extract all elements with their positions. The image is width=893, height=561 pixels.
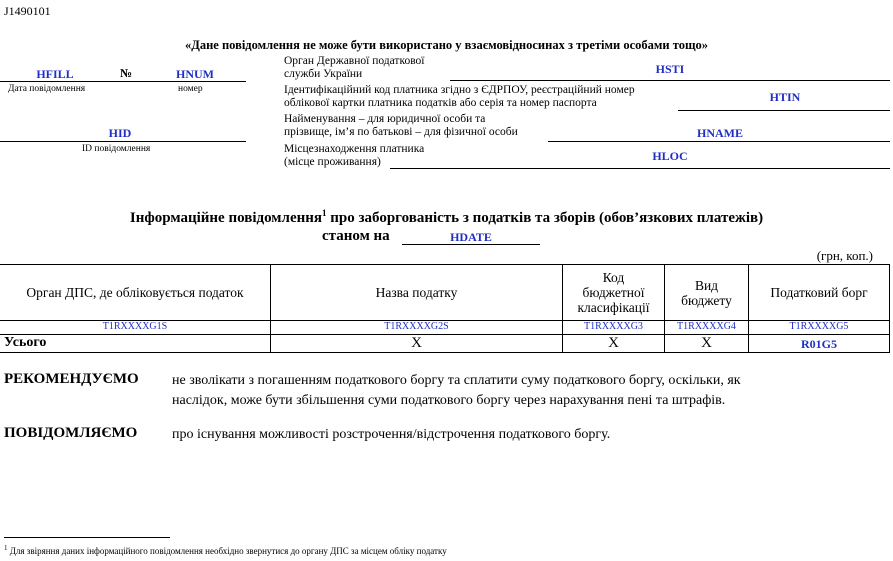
id-field[interactable]: HID [108, 126, 132, 140]
as-of-label: станом на [322, 228, 390, 244]
recommend-heading: РЕКОМЕНДУЄМО [4, 371, 139, 387]
inform-heading: ПОВІДОМЛЯЄМО [4, 425, 138, 441]
cell-tax-name[interactable]: T1RXXXXG2S [384, 321, 449, 332]
date-field[interactable]: HFILL [36, 67, 74, 81]
sti-label-line-2: служби України [284, 68, 363, 80]
name-label-line-2: прізвище, ім’я по батькові – для фізичної особи [284, 126, 518, 138]
date-underline [0, 81, 246, 82]
number-sign: № [120, 66, 133, 80]
tin-field[interactable]: HTIN [769, 90, 801, 104]
name-underline [548, 141, 890, 142]
name-label [284, 113, 518, 139]
total-label: Усього [4, 335, 47, 350]
title-footnote-mark: 1 [322, 208, 327, 218]
loc-label-line-1: Місцезнаходження платника [284, 143, 425, 155]
recommend-text [172, 371, 877, 411]
id-label: ID повідомлення [82, 144, 151, 154]
tin-underline [678, 110, 890, 111]
total-x-budget-code: Х [608, 335, 619, 351]
title-text: Інформаційне повідомлення [129, 210, 322, 226]
loc-underline [390, 168, 890, 169]
date-label: Дата повідомлення [8, 84, 86, 94]
header-budget-code [563, 265, 664, 320]
disclaimer: «Дане повідомлення не може бути використано у взаємовідносинах з третіми особами тощо» [184, 38, 709, 52]
table-right-border [889, 264, 890, 352]
cell-tax-office[interactable]: T1RXXXXG1S [102, 321, 168, 332]
cell-budget-type[interactable]: T1RXXXXG4 [677, 321, 736, 332]
number-label: номер [178, 84, 203, 94]
as-of-date-field[interactable]: HDATE [450, 230, 492, 244]
footnote-text: Для звіряння даних інформаційного повідомлення необхідно звернутися до органу ДПС за місцем обліку податку [7, 546, 447, 556]
number-field[interactable]: HNUM [176, 67, 214, 81]
header-tax-office: Орган ДПС, де обліковується податок [26, 285, 244, 300]
document-title [0, 208, 893, 227]
cell-tax-debt[interactable]: T1RXXXXG5 [789, 321, 849, 332]
form-code: J1490101 [4, 4, 51, 18]
recommend-line-2: наслідок, може бути збільшення суми податкового боргу через нарахування пені та штрафів. [172, 393, 726, 408]
header-budget-code-line-3: класифікації [577, 300, 650, 315]
title-text-rest: про заборгованість з податків та зборів (обов’язкових платежів) [326, 210, 764, 226]
total-x-tax-name: Х [411, 335, 422, 351]
inform-text: про існування можливості розстрочення/відстрочення податкового боргу. [172, 427, 611, 442]
header-budget-type [665, 265, 748, 320]
id-underline [0, 141, 246, 142]
recommend-line-1: не зволікати з погашенням податкового боргу та сплатити суму податкового боргу, оскільки, як [172, 373, 741, 388]
table-bottom-border [0, 352, 890, 353]
loc-field[interactable]: HLOC [652, 149, 688, 163]
header-tax-debt: Податковий борг [770, 285, 868, 300]
tin-label [284, 84, 635, 110]
loc-label-line-2: (місце проживання) [284, 156, 381, 168]
name-field[interactable]: HNAME [697, 126, 743, 140]
sti-field[interactable]: HSTI [655, 62, 685, 76]
loc-label [284, 143, 424, 169]
total-debt-field[interactable]: R01G5 [801, 337, 837, 351]
footnote-separator [4, 537, 170, 538]
tin-label-line-2: облікової картки платника податків або серія та номер паспорта [284, 97, 597, 109]
as-of-underline [402, 244, 540, 245]
header-budget-code-line-2: бюджетної [582, 285, 645, 300]
header-budget-type-line-2: бюджету [681, 292, 732, 308]
sti-label-line-1: Орган Державної податкової [284, 55, 425, 67]
units-label: (грн, коп.) [816, 248, 873, 263]
total-x-budget-type: Х [701, 335, 712, 351]
name-label-line-1: Найменування – для юридичної особи та [284, 113, 486, 125]
footnote-mark: 1 [4, 544, 8, 552]
header-tax-name: Назва податку [375, 285, 458, 300]
tin-label-line-1: Ідентифікаційний код платника згідно з ЄДРПОУ, реєстраційний номер [284, 84, 635, 96]
header-budget-type-line-1: Вид [694, 277, 719, 293]
footnote [4, 544, 447, 556]
sti-label [284, 55, 425, 81]
cell-budget-code[interactable]: T1RXXXXG3 [584, 321, 643, 332]
sti-underline [450, 80, 890, 81]
header-budget-code-line-1: Код [602, 270, 625, 285]
